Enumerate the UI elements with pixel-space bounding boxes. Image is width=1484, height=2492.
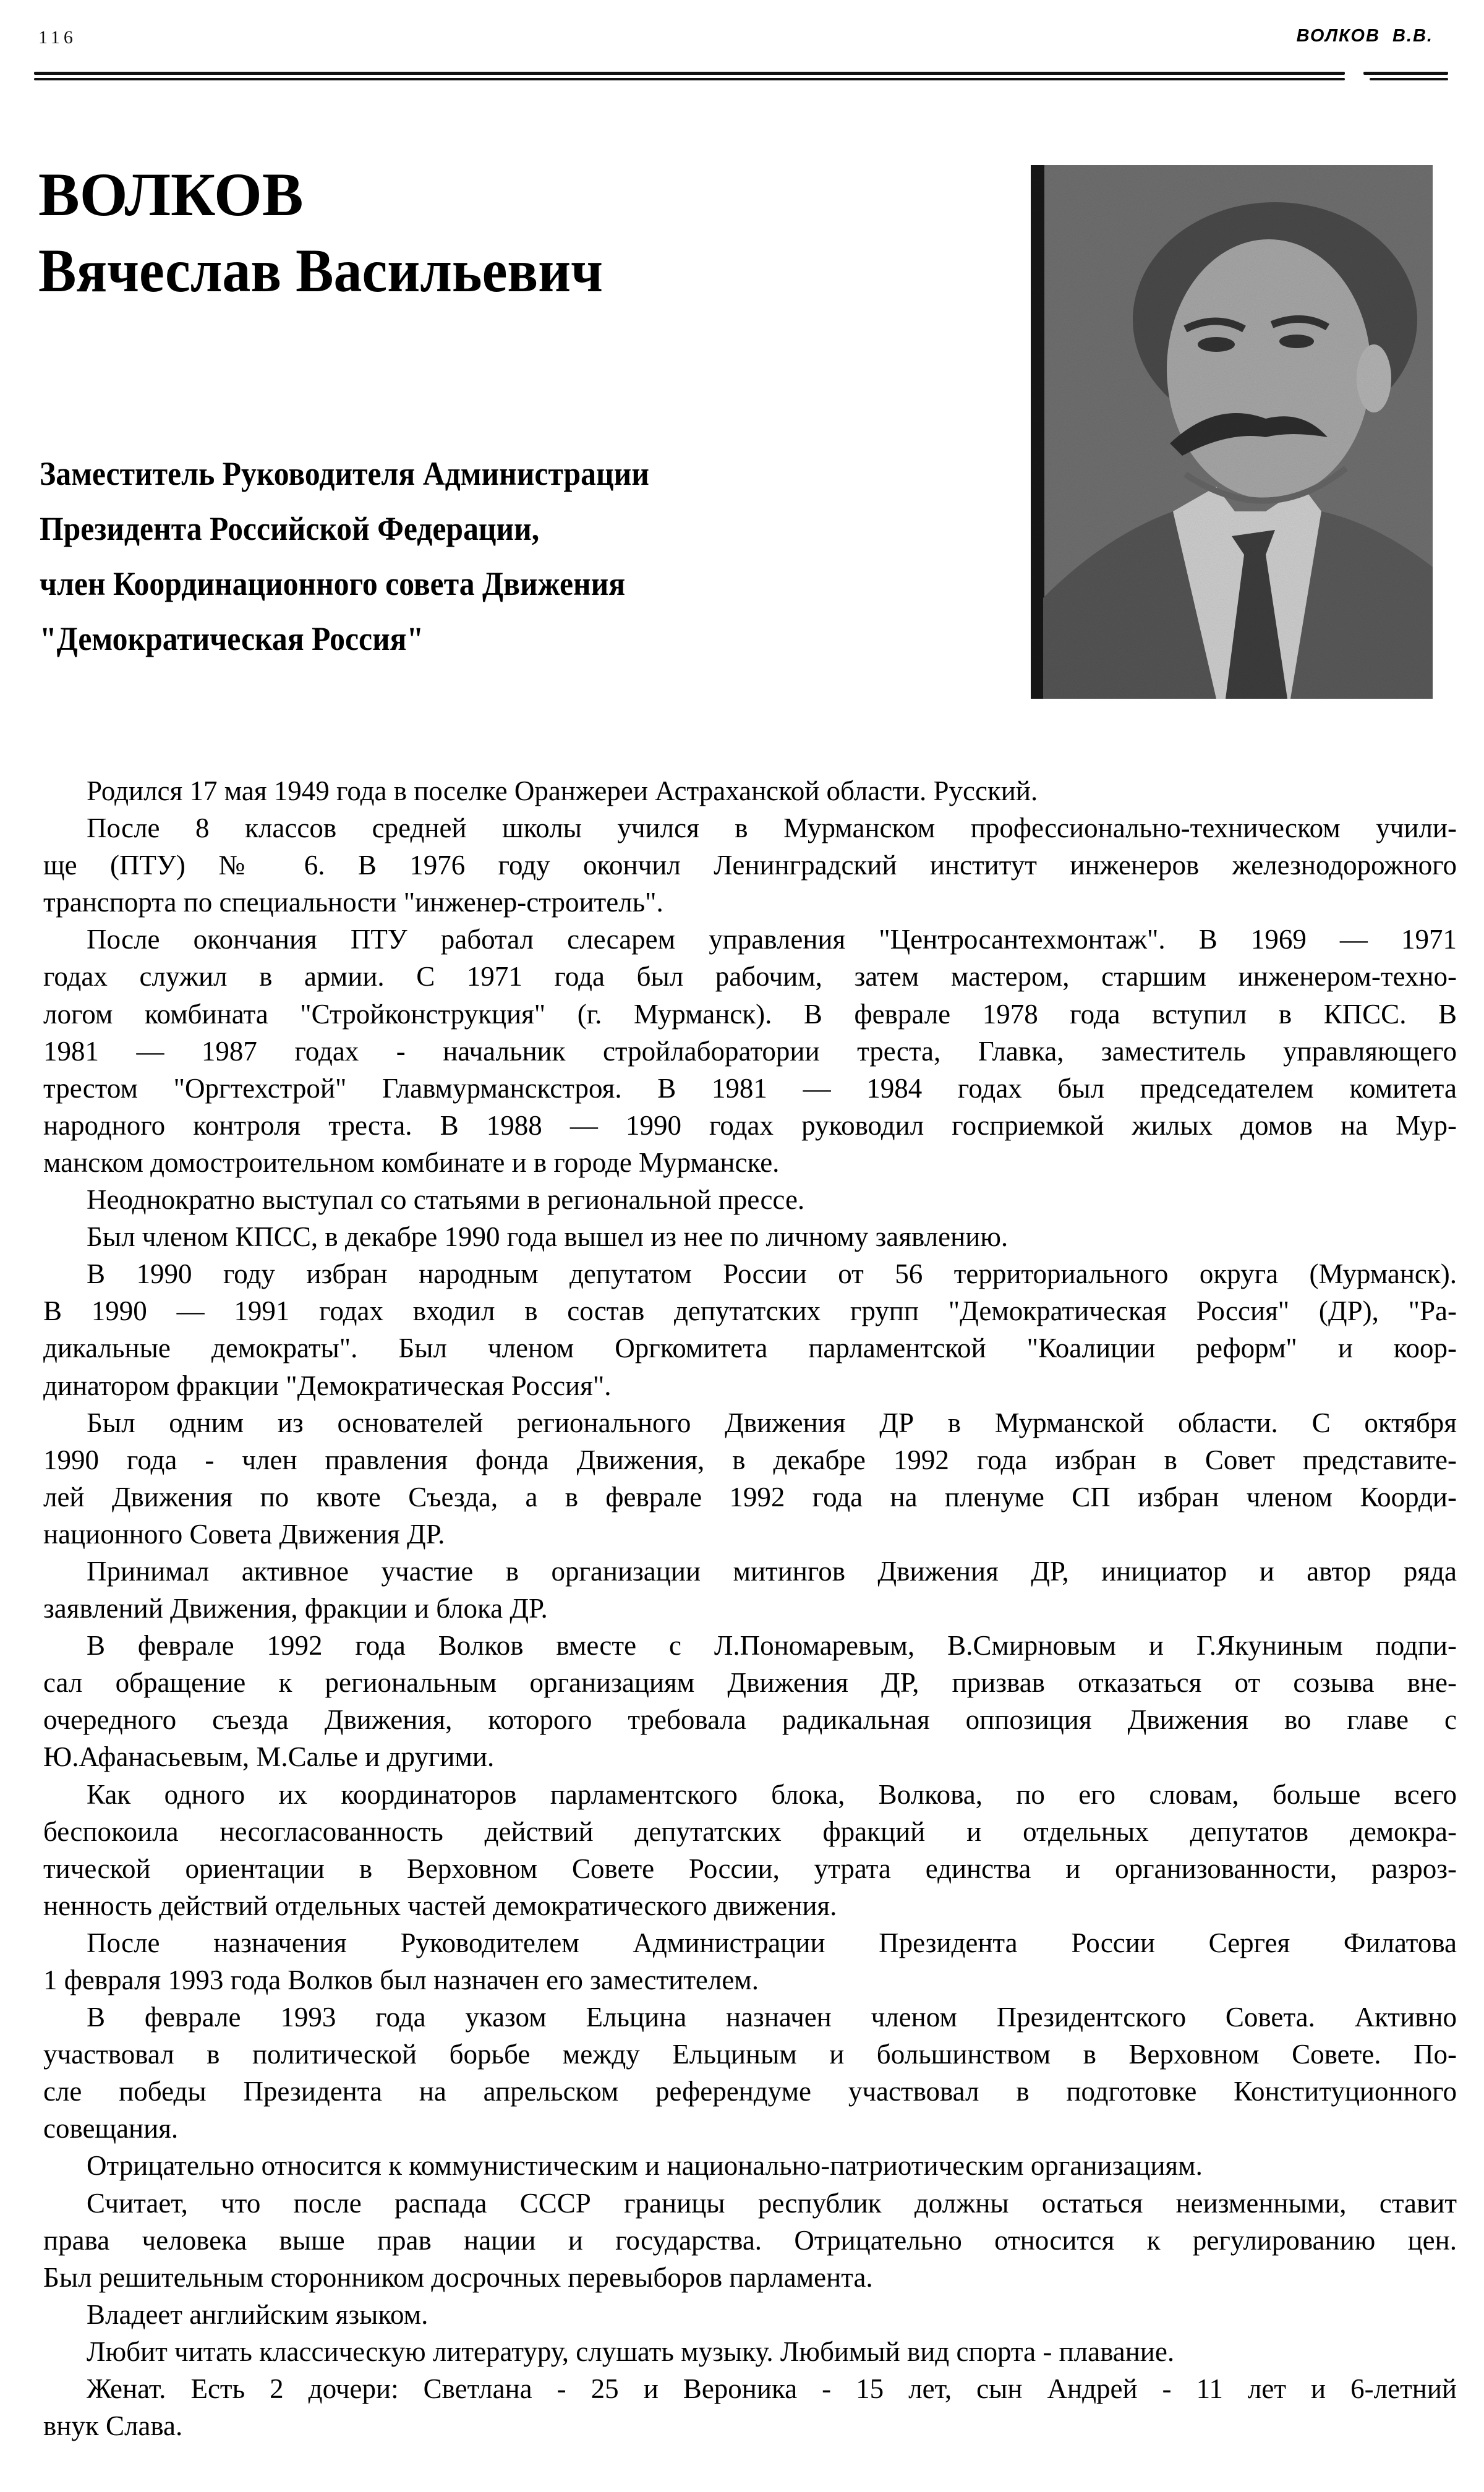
text-line: ненность действий отдельных частей демократического движения. xyxy=(43,1890,837,1921)
text-line: Принимал активное участие в организации митингов Движения ДР, инициатор и автор ряда xyxy=(87,1555,1457,1587)
position-line: Президента Российской Федерации, xyxy=(40,510,540,547)
paragraph xyxy=(43,1999,1457,2147)
text-line: народного контроля треста. В 1988 — 1990 годах руководил госприемкой жилых домов на Мур- xyxy=(43,1109,1457,1141)
paragraph xyxy=(43,2185,1457,2296)
text-line: транспорта по специальности "инженер-строитель". xyxy=(43,887,663,918)
text-line: манском домостроительном комбинате и в городе Мурманске. xyxy=(43,1146,780,1178)
text-line: В феврале 1993 года указом Ельцина назначен членом Президентского Совета. Активно xyxy=(87,2002,1457,2033)
text-line: Неоднократно выступал со статьями в региональной прессе. xyxy=(87,1184,805,1216)
text-line: Родился 17 мая 1949 года в поселке Оранжереи Астраханской области. Русский. xyxy=(87,775,1038,806)
text-line: очередного съезда Движения, которого требовала радикальная оппозиция Движения во главе с xyxy=(43,1704,1457,1736)
text-line: тической ориентации в Верховном Совете России, утрата единства и организованности, разроз- xyxy=(43,1853,1457,1884)
text-line: После 8 классов средней школы учился в Мурманском профессионально-техническом учили- xyxy=(87,813,1457,844)
text-line: сал обращение к региональным организациям Движения ДР, призвав отказаться от созыва вне- xyxy=(43,1667,1457,1699)
header-rule-bottom-segment xyxy=(1370,78,1448,80)
text-line: беспокоила несогласованность действий депутатских фракций и отдельных депутатов демокра- xyxy=(43,1816,1457,1847)
text-line: дикальные демократы". Был членом Оргкомитета парламентской "Коалиции реформ" и коор- xyxy=(43,1333,1457,1364)
text-line: совещания. xyxy=(43,2113,179,2144)
text-line: Был членом КПСС, в декабре 1990 года вышел из нее по личному заявлению. xyxy=(87,1221,1009,1253)
text-line: трестом "Оргтехстрой" Главмурманскстроя. В 1981 — 1984 годах был председателем комитета xyxy=(43,1072,1457,1104)
text-line: Как одного их координаторов парламентского блока, Волкова, по его словам, больше всего xyxy=(87,1778,1457,1810)
header-rule-top xyxy=(34,72,1345,75)
position-line: "Демократическая Россия" xyxy=(40,620,424,657)
text-line: Был решительным сторонником досрочных перевыборов парламента. xyxy=(43,2261,873,2293)
text-line: национного Совета Движения ДР. xyxy=(43,1518,445,1550)
paragraph xyxy=(43,1404,1457,1553)
paragraph xyxy=(43,2333,1457,2370)
text-line: внук Слава. xyxy=(43,2410,183,2442)
text-line: 1990 года - член правления фонда Движения, в декабре 1992 года избран в Совет представите- xyxy=(43,1444,1457,1475)
text-line: Владеет английским языком. xyxy=(87,2298,429,2330)
paragraph xyxy=(43,1924,1457,1999)
header-rule-top-segment xyxy=(1363,72,1448,75)
position-title xyxy=(40,446,702,667)
text-line: лей Движения по квоте Съезда, а в феврале 1992 года на пленуме СП избран членом Коорди- xyxy=(43,1481,1457,1513)
text-line: годах служил в армии. С 1971 года был рабочим, затем мастером, старшим инженером-техно- xyxy=(43,961,1457,992)
text-line: В 1990 году избран народным депутатом России от 56 территориального округа (Мурманск). xyxy=(87,1258,1457,1290)
text-line: В 1990 — 1991 годах входил в состав депутатских групп "Демократическая Россия" (ДР), "Ра- xyxy=(43,1295,1457,1327)
paragraph xyxy=(43,921,1457,1181)
text-line: Отрицательно относится к коммунистическим и национально-патриотическим организациям. xyxy=(87,2150,1203,2182)
paragraph xyxy=(43,1776,1457,1924)
text-line: ще (ПТУ) № 6. В 1976 году окончил Ленинградский институт инженеров железнодорожного xyxy=(43,850,1457,881)
text-line: Ю.Афанасьевым, М.Салье и другими. xyxy=(43,1741,495,1773)
person-name-heading xyxy=(38,160,652,305)
paragraph xyxy=(43,2370,1457,2444)
paragraph xyxy=(43,1627,1457,1775)
position-line: член Координационного совета Движения xyxy=(40,565,626,602)
text-line: динатором фракции "Демократическая Россия". xyxy=(43,1370,612,1401)
paragraph xyxy=(43,809,1457,921)
paragraph xyxy=(43,1181,1457,1218)
text-line: Считает, что после распада СССР границы республик должны остаться неизменными, ставит xyxy=(87,2187,1457,2219)
text-line: Был одним из основателей регионального Движения ДР в Мурманской области. С октября xyxy=(87,1407,1457,1438)
text-line: 1981 — 1987 годах - начальник стройлаборатории треста, Главка, заместитель управляющего xyxy=(43,1035,1457,1067)
text-line: сле победы Президента на апрельском референдуме участвовал в подготовке Конституционного xyxy=(43,2076,1457,2107)
paragraph xyxy=(43,1218,1457,1255)
text-line: После назначения Руководителем Администрации Президента России Сергея Филатова xyxy=(87,1927,1457,1958)
text-line: участвовал в политической борьбе между Ельциным и большинством в Верховном Совете. По- xyxy=(43,2039,1457,2070)
text-line: права человека выше прав нации и государства. Отрицательно относится к регулированию цен. xyxy=(43,2224,1457,2256)
portrait-photo xyxy=(1031,165,1433,699)
text-line: заявлений Движения, фракции и блока ДР. xyxy=(43,1593,548,1624)
text-line: Женат. Есть 2 дочери: Светлана - 25 и Вероника - 15 лет, сын Андрей - 11 лет и 6-летний xyxy=(87,2373,1457,2405)
header-rule-bottom xyxy=(34,78,1345,80)
paragraph xyxy=(43,2296,1457,2333)
paragraph xyxy=(43,1255,1457,1404)
biography-text xyxy=(43,772,1457,2444)
position-line: Заместитель Руководителя Администрации xyxy=(40,455,649,492)
paragraph xyxy=(43,2147,1457,2184)
portrait-image xyxy=(1031,165,1433,699)
paragraph xyxy=(43,1553,1457,1627)
text-line: В феврале 1992 года Волков вместе с Л.Пономаревым, В.Смирновым и Г.Якуниным подпи- xyxy=(87,1630,1457,1662)
text-line: После окончания ПТУ работал слесарем управления "Центросантехмонтаж". В 1969 — 1971 xyxy=(87,924,1457,955)
text-line: логом комбината "Стройконструкция" (г. Мурманск). В феврале 1978 года вступил в КПСС. В xyxy=(43,998,1457,1030)
paragraph xyxy=(43,772,1457,809)
given-names: Вячеслав Васильевич xyxy=(38,236,603,305)
text-line: 1 февраля 1993 года Волков был назначен его заместителем. xyxy=(43,1965,759,1995)
surname: ВОЛКОВ xyxy=(38,160,304,229)
running-head: ВОЛКОВ В.В. xyxy=(1296,26,1433,46)
page-number: 116 xyxy=(38,27,77,48)
text-line: Любит читать классическую литературу, слушать музыку. Любимый вид спорта - плавание. xyxy=(87,2336,1175,2367)
